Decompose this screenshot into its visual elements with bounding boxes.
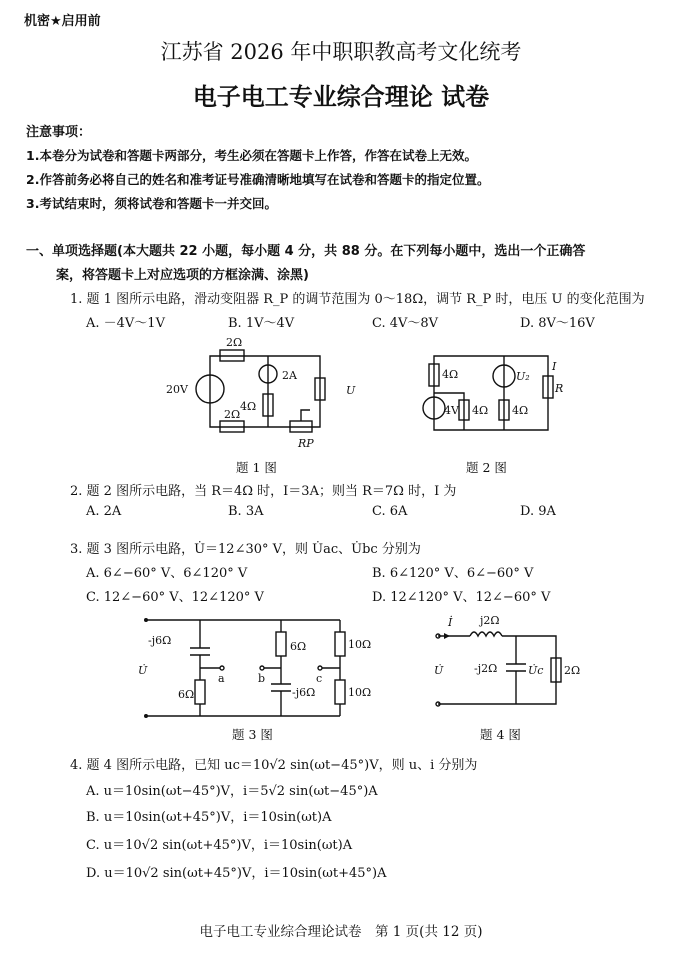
confidential-mark: 机密★启用前	[24, 14, 101, 29]
section-heading-line2: 案，将答题卡上对应选项的方框涂满、涂黑)	[56, 268, 309, 283]
figure-2-caption: 题 2 图	[466, 460, 507, 475]
fig4-label: U̇	[434, 664, 444, 677]
q4-option-c: C. u＝10√2 sin(ωt+45°)V，i＝10sin(ωt)A	[86, 838, 353, 853]
q4-option-b: B. u＝10sin(ωt+45°)V，i＝10sin(ωt)A	[86, 810, 332, 825]
fig4-label: j2Ω	[480, 614, 500, 627]
q2-option-d: D. 9A	[520, 504, 556, 519]
notice-heading: 注意事项：	[26, 125, 92, 140]
q1-option-b: B. 1V～4V	[228, 316, 295, 331]
fig2-label: 4Ω	[512, 404, 529, 417]
fig1-label: 2Ω	[224, 408, 241, 421]
exam-title: 江苏省 2026 年中职职教高考文化统考	[160, 40, 522, 64]
fig3-label: b	[258, 672, 266, 685]
fig2-label: R	[555, 382, 564, 395]
paper-title: 电子电工专业综合理论 试卷	[192, 83, 490, 111]
figure-1-caption: 题 1 图	[236, 460, 277, 475]
notice-item: 3.考试结束时，须将试卷和答题卡一并交回。	[26, 196, 277, 211]
q2-option-c: C. 6A	[372, 504, 408, 519]
figure-4-circuit	[430, 612, 590, 712]
figure-3-caption: 题 3 图	[232, 727, 273, 742]
fig3-label: 10Ω	[348, 686, 372, 699]
q3-option-b: B. 6∠120° V、6∠−60° V	[372, 566, 534, 581]
fig3-label: a	[218, 672, 225, 685]
q4-option-d: D. u＝10√2 sin(ωt+45°)V，i＝10sin(ωt+45°)A	[86, 866, 387, 881]
fig1-label: 2A	[282, 369, 297, 382]
q2-option-b: B. 3A	[228, 504, 264, 519]
page-footer: 电子电工专业综合理论试卷 第 1 页(共 12 页)	[199, 924, 483, 940]
fig2-label: 4Ω	[472, 404, 489, 417]
fig4-label: -j2Ω	[474, 662, 498, 675]
notice-item: 2.作答前务必将自己的姓名和准考证号准确清晰地填写在试卷和答题卡的指定位置。	[26, 172, 490, 187]
fig3-label: 6Ω	[290, 640, 307, 653]
fig2-label: 4Ω	[442, 368, 459, 381]
q2-option-a: A. 2A	[86, 504, 122, 519]
fig4-label: U̇c	[528, 664, 544, 677]
fig3-label: -j6Ω	[148, 634, 172, 647]
fig4-label: 2Ω	[564, 664, 581, 677]
fig3-label: -j6Ω	[292, 686, 316, 699]
fig2-label: I	[552, 360, 557, 373]
q3-option-a: A. 6∠−60° V、6∠120° V	[86, 566, 248, 581]
fig3-label: U̇	[138, 664, 148, 677]
figure-4-caption: 题 4 图	[480, 727, 521, 742]
notice-item: 1.本卷分为试卷和答题卡两部分，考生必须在答题卡上作答，作答在试卷上无效。	[26, 148, 477, 163]
figure-1-circuit	[160, 334, 360, 454]
q3-option-d: D. 12∠120° V、12∠−60° V	[372, 590, 551, 605]
question-3-stem: 3. 题 3 图所示电路，U̇＝12∠30° V，则 U̇ac、U̇bc 分别为	[70, 542, 421, 557]
fig2-label: 4V	[444, 404, 459, 417]
fig3-label: 6Ω	[178, 688, 195, 701]
fig1-label: 20V	[166, 383, 188, 396]
question-4-stem: 4. 题 4 图所示电路，已知 uc＝10√2 sin(ωt−45°)V，则 u、i 分别为	[70, 758, 478, 773]
section-heading-line1: 一、单项选择题(本大题共 22 小题，每小题 4 分，共 88 分。在下列每小题中，选出一个正确答	[26, 244, 586, 259]
question-2-stem: 2. 题 2 图所示电路，当 R＝4Ω 时，I＝3A；则当 R＝7Ω 时，I 为	[70, 484, 457, 499]
fig3-label: c	[316, 672, 323, 685]
q1-option-a: A. －4V～1V	[86, 316, 165, 331]
q4-option-a: A. u＝10sin(ωt−45°)V，i＝5√2 sin(ωt−45°)A	[86, 784, 378, 799]
question-1-stem: 1. 题 1 图所示电路，滑动变阻器 R_P 的调节范围为 0～18Ω，调节 R_P 时，电压 U 的变化范围为	[70, 292, 645, 307]
fig2-label: U₂	[516, 370, 530, 383]
figure-2-circuit	[412, 348, 562, 438]
fig3-label: 10Ω	[348, 638, 372, 651]
figure-3-circuit	[136, 608, 386, 724]
q1-option-c: C. 4V～8V	[372, 316, 439, 331]
fig1-label: U	[346, 384, 356, 397]
fig1-label: 4Ω	[240, 400, 257, 413]
fig1-label: RP	[298, 437, 314, 450]
q1-option-d: D. 8V～16V	[520, 316, 595, 331]
section-heading	[26, 240, 666, 288]
fig4-label: İ	[448, 616, 453, 629]
fig1-label: 2Ω	[226, 336, 243, 349]
q3-option-c: C. 12∠−60° V、12∠120° V	[86, 590, 264, 605]
